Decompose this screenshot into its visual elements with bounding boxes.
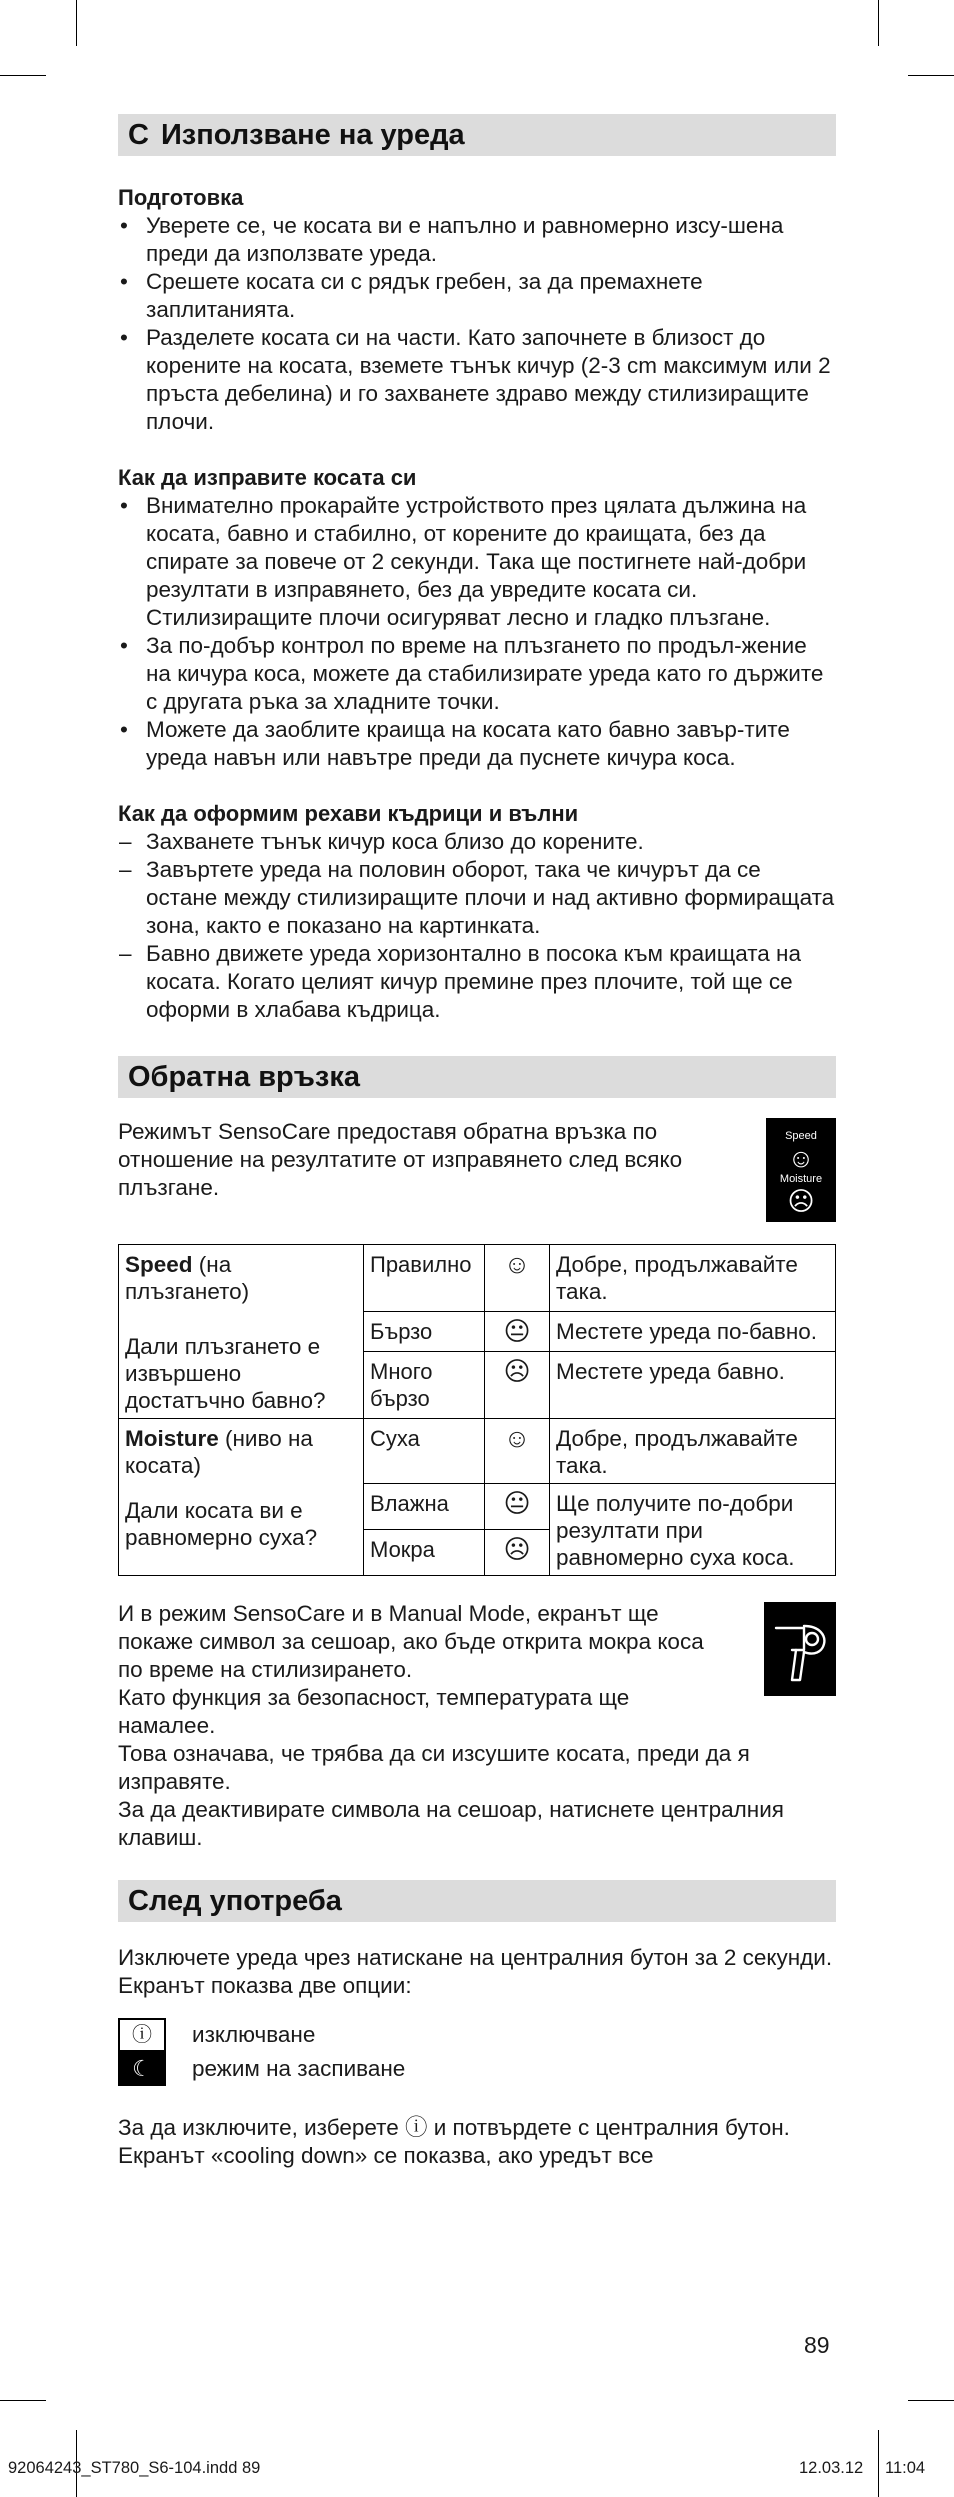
list-item: – Захванете тънък кичур коса близо до корените. bbox=[118, 828, 836, 856]
safety-paragraph: Като функция за безопасност, температурата ще намалее. bbox=[118, 1685, 630, 1738]
footer-time: 11:04 bbox=[885, 2459, 926, 2477]
crop-mark bbox=[0, 75, 46, 76]
advice-cell: Местете уреда бавно. bbox=[550, 1352, 836, 1419]
section-title: Обратна връзка bbox=[128, 1061, 360, 1093]
advice-cell: Добре, продължавайте така. bbox=[550, 1419, 836, 1484]
device-display-image bbox=[766, 1118, 836, 1222]
dryer-info-block bbox=[118, 1600, 836, 1852]
list-item: – Бавно движете уреда хоризонтално в посока към краищата на косата. Когато целият кичур премине през плочите, той ще се оформи в хлабава къдрица. bbox=[118, 940, 836, 1024]
power-off-icon: ⓘ bbox=[118, 2018, 166, 2052]
list-item: • Внимателно прокарайте устройството през цялата дължина на косата, бавно и стабилно, от корените до краищата, без да спирате за повече от 2 секунди. Така ще постигнете най-добри резултати в изправянето, без да увредите косата си. Стилизиращите плочи осигуряват лесно и гладко плъзгане. bbox=[118, 492, 836, 632]
option-label: режим на заспиване bbox=[192, 2056, 406, 2081]
list-item: • За по-добър контрол по време на плъзгането по продъл-жение на кичура коса, можете да стабилизирате уреда като го държите с другата ръка за хладните точки. bbox=[118, 632, 836, 716]
section-c-heading bbox=[118, 114, 836, 156]
sad-face-icon: ☹ bbox=[485, 1352, 550, 1419]
speed-category-cell bbox=[119, 1245, 364, 1419]
dry-first-paragraph: Това означава, че трябва да си изсушите косата, преди да я изправяте. bbox=[118, 1741, 750, 1794]
page-content bbox=[118, 114, 836, 2170]
moisture-label: Moisture bbox=[125, 1426, 219, 1451]
table-row bbox=[119, 1245, 836, 1312]
straighten-list bbox=[118, 492, 836, 772]
feedback-intro: Режимът SensoCare предоставя обратна връзка по отношение на резултатите от изправянето след всяко плъзгане. bbox=[118, 1119, 683, 1200]
after-use-heading bbox=[118, 1880, 836, 1922]
feedback-heading bbox=[118, 1056, 836, 1098]
option-row-sleep bbox=[118, 2052, 836, 2086]
list-item: • Разделете косата си на части. Като започнете в близост до корените на косата, вземете тънък кичур (2-3 cm максимум или 2 пръста дебелина) и го захванете здраво между стилизиращите плочи. bbox=[118, 324, 836, 436]
prep-heading: Подготовка bbox=[118, 185, 244, 210]
happy-face-icon: ☺ bbox=[787, 1143, 815, 1173]
happy-face-icon: ☺ bbox=[485, 1245, 550, 1312]
curls-list bbox=[118, 828, 836, 1024]
option-row-off bbox=[118, 2018, 836, 2052]
crop-mark bbox=[908, 75, 954, 76]
page-number: 89 bbox=[804, 2332, 830, 2358]
after-use-closing: За да изключите, изберете ⓘ и потвърдете с централния бутон. Екранът «cooling down» се показва, ако уредът все bbox=[118, 2115, 790, 2168]
list-item: • Уверете се, че косата ви е напълно и равномерно изсу-шена преди да използвате уреда. bbox=[118, 212, 836, 268]
crop-mark bbox=[76, 0, 77, 46]
crop-mark bbox=[908, 2400, 954, 2401]
deactivate-paragraph: За да деактивирате символа на сешоар, натиснете централния клавиш. bbox=[118, 1797, 784, 1850]
advice-cell: Добре, продължавайте така. bbox=[550, 1245, 836, 1312]
crop-mark bbox=[0, 2400, 46, 2401]
section-letter: C bbox=[128, 119, 149, 151]
footer-date: 12.03.12 bbox=[799, 2459, 864, 2477]
list-item: – Завъртете уреда на половин оборот, така че кичурът да се остане между стилизиращите плочи и над активно формиращата зона, както е показано на картинката. bbox=[118, 856, 836, 940]
feedback-table bbox=[118, 1244, 836, 1576]
speed-label: Speed bbox=[125, 1252, 193, 1277]
straighten-heading: Как да изправите косата си bbox=[118, 465, 417, 490]
section-title: След употреба bbox=[128, 1885, 342, 1917]
state-cell: Правилно bbox=[364, 1245, 485, 1312]
crop-mark bbox=[878, 0, 879, 46]
speed-display-label: Speed bbox=[785, 1130, 817, 1142]
curls-heading: Как да оформим рехави къдрици и вълни bbox=[118, 801, 579, 826]
moon-icon: ☾ bbox=[118, 2052, 166, 2086]
moisture-paren: (ниво на косата) bbox=[125, 1426, 313, 1478]
advice-cell: Местете уреда по-бавно. bbox=[550, 1311, 836, 1351]
speed-paren: (на плъзгането) bbox=[125, 1252, 250, 1304]
hairdryer-icon bbox=[764, 1602, 836, 1696]
speed-question: Дали плъзгането е извършено достатъчно бавно? bbox=[125, 1334, 326, 1413]
footer-file: 92064243_ST780_S6-104.indd 89 bbox=[8, 2459, 261, 2477]
moisture-question: Дали косата ви е равномерно суха? bbox=[125, 1498, 318, 1550]
hairdryer-icon-graphic bbox=[764, 1602, 836, 1696]
state-cell: Много бързо bbox=[364, 1352, 485, 1419]
state-cell: Влажна bbox=[364, 1484, 485, 1530]
list-item: • Срешете косата си с рядък гребен, за да премахнете заплитанията. bbox=[118, 268, 836, 324]
state-cell: Мокра bbox=[364, 1530, 485, 1576]
state-cell: Суха bbox=[364, 1419, 485, 1484]
happy-face-icon: ☺ bbox=[485, 1419, 550, 1484]
after-use-intro: Изключете уреда чрез натискане на централния бутон за 2 секунди. Екранът показва две опции: bbox=[118, 1945, 833, 1998]
prep-list bbox=[118, 212, 836, 436]
sad-face-icon: ☹ bbox=[787, 1186, 815, 1216]
neutral-face-icon: 😐 bbox=[485, 1311, 550, 1351]
state-cell: Бързо bbox=[364, 1311, 485, 1351]
feedback-intro-block bbox=[118, 1118, 836, 1222]
dryer-paragraph: И в режим SensoCare и в Manual Mode, екранът ще покаже символ за сешоар, ако бъде открита мокра коса по време на стилизирането. bbox=[118, 1601, 704, 1682]
option-label: изключване bbox=[192, 2022, 316, 2047]
moisture-category-cell bbox=[119, 1419, 364, 1576]
table-row bbox=[119, 1419, 836, 1484]
advice-cell: Ще получите по-добри резултати при равномерно суха коса. bbox=[550, 1484, 836, 1576]
sad-face-icon: ☹ bbox=[485, 1530, 550, 1576]
neutral-face-icon: 😐 bbox=[485, 1484, 550, 1530]
section-title: Използване на уреда bbox=[160, 119, 465, 151]
crop-mark bbox=[878, 2430, 879, 2497]
list-item: • Можете да заоблите краища на косата като бавно завър-тите уреда навън или навътре преди да пуснете кичура коса. bbox=[118, 716, 836, 772]
moisture-display-label: Moisture bbox=[779, 1173, 823, 1185]
